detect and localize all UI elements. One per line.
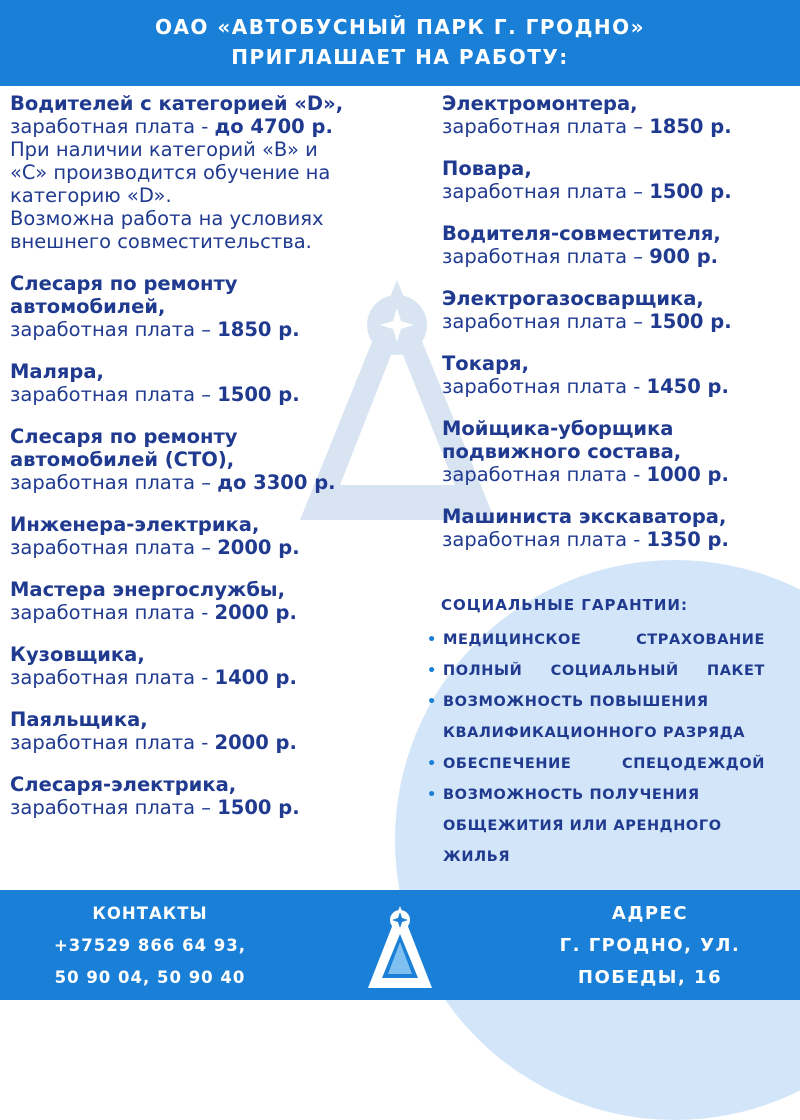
job-title: Электромонтера, bbox=[442, 92, 638, 115]
job-title: Мастера энергослужбы, bbox=[10, 578, 285, 601]
salary-amount: 2000 р. bbox=[214, 731, 297, 754]
job-salary bbox=[10, 536, 430, 559]
job-salary bbox=[442, 463, 797, 486]
social-item-line: ВОЗМОЖНОСТЬ ПОЛУЧЕНИЯ bbox=[443, 787, 700, 803]
page-footer bbox=[0, 890, 800, 1000]
contacts-label: КОНТАКТЫ bbox=[92, 904, 208, 923]
contacts-block bbox=[20, 898, 280, 994]
job-salary bbox=[10, 796, 430, 819]
salary-prefix: заработная плата – bbox=[442, 180, 650, 203]
salary-prefix: заработная плата – bbox=[10, 796, 218, 819]
salary-amount: до 4700 р. bbox=[214, 115, 333, 138]
job-salary bbox=[442, 310, 797, 333]
social-item-line: ОБЩЕЖИТИЯ ИЛИ АРЕНДНОГО bbox=[443, 818, 722, 834]
salary-amount: 1850 р. bbox=[649, 115, 732, 138]
bullet-icon: • bbox=[427, 787, 437, 803]
job-title: Водителей с категорией «D», bbox=[10, 92, 344, 115]
bullet-icon: • bbox=[427, 632, 437, 648]
social-item bbox=[425, 780, 785, 873]
social-item bbox=[425, 749, 785, 780]
job-item bbox=[10, 708, 430, 754]
salary-prefix: заработная плата – bbox=[10, 383, 218, 406]
salary-prefix: заработная плата - bbox=[442, 463, 647, 486]
job-salary bbox=[10, 318, 430, 341]
address-line-2: ПОБЕДЫ, 16 bbox=[577, 967, 723, 988]
job-item bbox=[10, 773, 430, 819]
salary-prefix: заработная плата - bbox=[10, 115, 215, 138]
salary-prefix: заработная плата – bbox=[10, 536, 218, 559]
job-item bbox=[10, 513, 430, 559]
left-job-column bbox=[10, 92, 430, 838]
job-salary bbox=[442, 115, 797, 138]
job-item bbox=[442, 505, 797, 551]
salary-amount: 1500 р. bbox=[649, 180, 732, 203]
salary-amount: 2000 р. bbox=[214, 601, 297, 624]
salary-amount: до 3300 р. bbox=[217, 471, 336, 494]
salary-amount: 1350 р. bbox=[646, 528, 729, 551]
job-item bbox=[10, 578, 430, 624]
salary-prefix: заработная плата – bbox=[10, 318, 218, 341]
salary-prefix: заработная плата - bbox=[442, 375, 647, 398]
job-title: Электрогазосварщика, bbox=[442, 287, 704, 310]
job-title: Мойщика-уборщика подвижного состава, bbox=[442, 417, 682, 463]
job-salary bbox=[10, 731, 430, 754]
job-item bbox=[442, 417, 797, 486]
phone-line-2: 50 90 04, 50 90 40 bbox=[54, 968, 246, 987]
job-item bbox=[10, 92, 430, 253]
right-job-column bbox=[442, 92, 797, 570]
salary-prefix: заработная плата - bbox=[10, 601, 215, 624]
header-title: ОАО «АВТОБУСНЫЙ ПАРК Г. ГРОДНО» bbox=[154, 15, 646, 39]
header-subtitle: ПРИГЛАШАЕТ НА РАБОТУ: bbox=[231, 45, 569, 69]
job-salary bbox=[442, 245, 797, 268]
social-guarantees bbox=[425, 596, 785, 873]
job-salary bbox=[442, 528, 797, 551]
address-block bbox=[520, 898, 780, 994]
salary-prefix: заработная плата - bbox=[442, 528, 647, 551]
salary-amount: 1000 р. bbox=[646, 463, 729, 486]
social-item-line: ЖИЛЬЯ bbox=[443, 849, 511, 865]
bullet-icon: • bbox=[427, 663, 437, 679]
job-title: Повара, bbox=[442, 157, 532, 180]
job-item bbox=[442, 222, 797, 268]
job-item bbox=[10, 425, 430, 494]
job-salary bbox=[10, 115, 430, 138]
salary-amount: 2000 р. bbox=[217, 536, 300, 559]
salary-amount: 900 р. bbox=[649, 245, 719, 268]
salary-prefix: заработная плата – bbox=[442, 115, 650, 138]
job-item bbox=[442, 157, 797, 203]
salary-prefix: заработная плата – bbox=[442, 310, 650, 333]
salary-prefix: заработная плата - bbox=[10, 666, 215, 689]
job-title: Слесаря по ремонту автомобилей, bbox=[10, 272, 238, 318]
social-item bbox=[425, 687, 785, 749]
social-list bbox=[425, 625, 785, 873]
social-item bbox=[425, 625, 785, 656]
salary-prefix: заработная плата – bbox=[442, 245, 650, 268]
job-salary bbox=[442, 375, 797, 398]
job-title: Водителя-совместителя, bbox=[442, 222, 721, 245]
job-title: Кузовщика, bbox=[10, 643, 145, 666]
salary-amount: 1500 р. bbox=[217, 796, 300, 819]
job-salary bbox=[10, 666, 430, 689]
job-salary bbox=[10, 471, 430, 494]
job-title: Паяльщика, bbox=[10, 708, 148, 731]
job-item bbox=[442, 352, 797, 398]
social-item bbox=[425, 656, 785, 687]
job-title: Машиниста экскаватора, bbox=[442, 505, 727, 528]
job-title: Инженера-электрика, bbox=[10, 513, 260, 536]
job-item bbox=[442, 287, 797, 333]
social-heading: СОЦИАЛЬНЫЕ ГАРАНТИИ: bbox=[441, 596, 688, 614]
salary-amount: 1450 р. bbox=[646, 375, 729, 398]
salary-amount: 1400 р. bbox=[214, 666, 297, 689]
job-item bbox=[442, 92, 797, 138]
job-title: Маляра, bbox=[10, 360, 104, 383]
social-item-line: ПОЛНЫЙ СОЦИАЛЬНЫЙ ПАКЕТ bbox=[443, 663, 765, 679]
job-title: Токаря, bbox=[442, 352, 529, 375]
job-note: При наличии категорий «B» и «C» производится обучение на категорию «D». Возможна работа на условиях внешнего совместительства. bbox=[10, 138, 331, 253]
job-title: Слесаря-электрика, bbox=[10, 773, 237, 796]
job-item bbox=[10, 643, 430, 689]
social-item-line: ОБЕСПЕЧЕНИЕ СПЕЦОДЕЖДОЙ bbox=[443, 756, 765, 772]
salary-prefix: заработная плата - bbox=[10, 731, 215, 754]
social-item-line: ВОЗМОЖНОСТЬ ПОВЫШЕНИЯ bbox=[443, 694, 709, 710]
address-line-1: Г. ГРОДНО, УЛ. bbox=[559, 935, 741, 956]
job-title: Слесаря по ремонту автомобилей (СТО), bbox=[10, 425, 238, 471]
job-item bbox=[10, 360, 430, 406]
salary-amount: 1500 р. bbox=[217, 383, 300, 406]
salary-amount: 1500 р. bbox=[649, 310, 732, 333]
phone-line-1: +37529 866 64 93, bbox=[53, 936, 247, 955]
job-item bbox=[10, 272, 430, 341]
page-header bbox=[0, 0, 800, 86]
address-label: АДРЕС bbox=[611, 903, 689, 924]
job-salary bbox=[442, 180, 797, 203]
company-logo-icon bbox=[364, 900, 436, 992]
job-salary bbox=[10, 601, 430, 624]
bullet-icon: • bbox=[427, 694, 437, 710]
salary-amount: 1850 р. bbox=[217, 318, 300, 341]
social-item-line: МЕДИЦИНСКОЕ СТРАХОВАНИЕ bbox=[443, 632, 765, 648]
job-salary bbox=[10, 383, 430, 406]
salary-prefix: заработная плата – bbox=[10, 471, 218, 494]
social-item-line: КВАЛИФИКАЦИОННОГО РАЗРЯДА bbox=[443, 725, 746, 741]
bullet-icon: • bbox=[427, 756, 437, 772]
